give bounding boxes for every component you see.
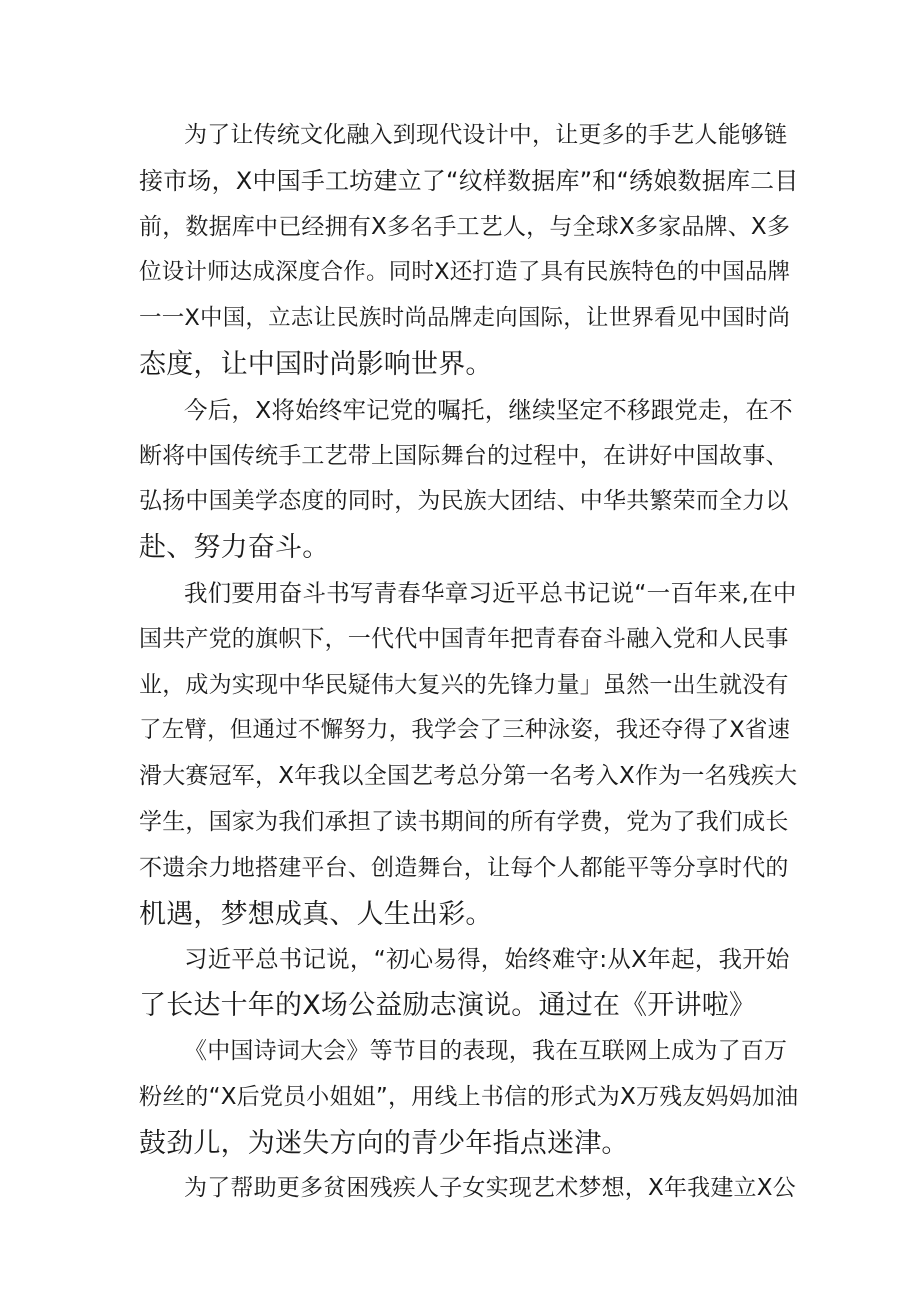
text-line: 态度，让中国时尚影响世界。: [139, 348, 493, 380]
paragraph: [139, 388, 799, 571]
text-line: 《中国诗词大会》等节目的表现，我在互联网上成为了百万: [184, 1037, 788, 1064]
text-line: 前，数据库中已经拥有X多名手工艺人，与全球X多家品牌、X多: [139, 213, 791, 240]
text-line: 一一X中国，立志让民族时尚品牌走向国际，让世界看见中国时尚: [139, 305, 791, 332]
text-line: 鼓劲儿，为迷失方向的青少年指点迷津。: [139, 1127, 629, 1159]
text-line: 业，成为实现中华民疑伟大复兴的先锋力量」虽然一出生就没有: [139, 671, 789, 698]
text-line: 今后，X将始终牢记党的嘱托，继续坚定不移跟党走，在不: [184, 395, 793, 424]
text-line: 位设计师达成深度合作。同时X还打造了具有民族特色的中国品牌: [139, 259, 791, 286]
text-line: 赴、努力奋斗。: [139, 532, 330, 564]
text-line: 机遇，梦想成真、人生出彩。: [139, 898, 493, 930]
text-line: 粉丝的“X后党员小姐姐”，用线上书信的形式为X万残友妈妈加油: [139, 1083, 799, 1110]
text-line: 我们要用奋斗书写青春华章习近平总书记说“一百年来,在中: [184, 578, 797, 607]
paragraph: [139, 1029, 799, 1166]
text-line: 国共产党的旗帜下，一代代中国青年把青春奋斗融入党和人民事: [139, 625, 789, 652]
text-line: 为了让传统文化融入到现代设计中，让更多的手艺人能够链: [184, 122, 788, 148]
text-line: 习近平总书记说，“初心易得，始终难守:从X年起，我开始: [184, 945, 790, 974]
paragraph: [139, 1166, 799, 1212]
paragraph: [139, 571, 799, 937]
document-body: [139, 113, 799, 1212]
text-line: 滑大赛冠军，X年我以全国艺考总分第一名考入X作为一名残疾大: [139, 763, 798, 790]
text-line: 断将中国传统手工艺带上国际舞台的过程中，在讲好中国故事、: [139, 442, 789, 469]
text-line: 接市场，X中国手工坊建立了“纹样数据库”和“绣娘数据库二目: [139, 166, 799, 195]
text-line: 了长达十年的X场公益励志演说。通过在《开讲啦》: [139, 990, 757, 1022]
text-line: 弘扬中国美学态度的同时，为民族大团结、中华共繁荣而全力以: [139, 488, 789, 515]
paragraph: [139, 113, 799, 388]
text-line: 不遗余力地搭建平台、创造舞台，让每个人都能平等分享时代的: [139, 854, 789, 881]
text-line: 学生，国家为我们承担了读书期间的所有学费，党为了我们成长: [139, 808, 789, 835]
text-line: 了左臂，但通过不懈努力，我学会了三种泳姿，我还夺得了X省速: [139, 717, 791, 744]
paragraph: [139, 937, 799, 1029]
text-line: 为了帮助更多贫困残疾人子女实现艺术梦想，X年我建立X公: [184, 1175, 796, 1202]
